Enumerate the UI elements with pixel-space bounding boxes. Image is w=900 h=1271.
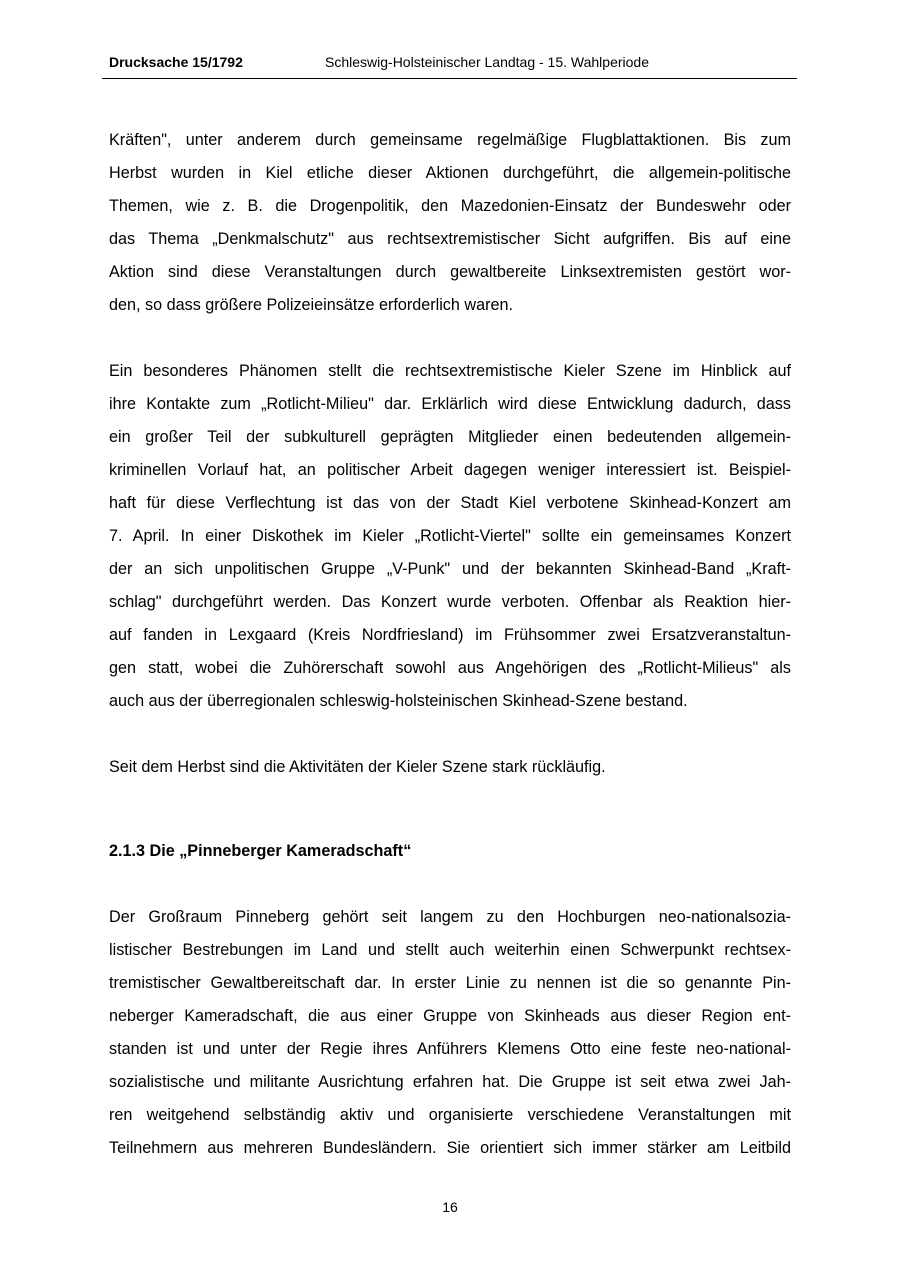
- header-title: Schleswig-Holsteinischer Landtag - 15. Wahlperiode: [325, 54, 649, 70]
- text-line: Aktion sind diese Veranstaltungen durch gewaltbereite Linksextremisten gestört wor-: [109, 263, 791, 281]
- text-line: tremistischer Gewaltbereitschaft dar. In erster Linie zu nennen ist die so genannte Pin-: [109, 974, 791, 992]
- text-line: Themen, wie z. B. die Drogenpolitik, den Mazedonien-Einsatz der Bundeswehr oder: [109, 197, 791, 215]
- paragraph-2: [109, 355, 791, 718]
- text-line: das Thema „Denkmalschutz" aus rechtsextremistischer Sicht aufgriffen. Bis auf eine: [109, 230, 791, 248]
- text-line: schlag" durchgeführt werden. Das Konzert wurde verboten. Offenbar als Reaktion hier-: [109, 593, 791, 611]
- text-line: ihre Kontakte zum „Rotlicht-Milieu" dar. Erklärlich wird diese Entwicklung dadurch, dass: [109, 395, 791, 413]
- text-line: ein großer Teil der subkulturell geprägten Mitglieder einen bedeutenden allgemein-: [109, 428, 791, 446]
- text-line: Seit dem Herbst sind die Aktivitäten der Kieler Szene stark rückläufig.: [109, 758, 606, 776]
- text-line: gen statt, wobei die Zuhörerschaft sowohl aus Angehörigen des „Rotlicht-Milieus" als: [109, 659, 791, 677]
- paragraph-1: [109, 124, 791, 322]
- paragraph-3: [109, 751, 791, 784]
- section-heading: 2.1.3 Die „Pinneberger Kameradschaft“: [109, 842, 412, 860]
- text-line: Ein besonderes Phänomen stellt die rechtsextremistische Kieler Szene im Hinblick auf: [109, 362, 791, 380]
- text-line: haft für diese Verflechtung ist das von der Stadt Kiel verbotene Skinhead-Konzert am: [109, 494, 791, 512]
- document-body: [109, 124, 791, 1165]
- text-line: auch aus der überregionalen schleswig-holsteinischen Skinhead-Szene bestand.: [109, 692, 688, 710]
- text-line: standen ist und unter der Regie ihres Anführers Klemens Otto eine feste neo-national-: [109, 1040, 791, 1058]
- text-line: kriminellen Vorlauf hat, an politischer Arbeit dagegen weniger interessiert ist. Beispiel-: [109, 461, 791, 479]
- page-number: 16: [442, 1199, 458, 1215]
- page-header: [102, 52, 797, 79]
- text-line: neberger Kameradschaft, die aus einer Gruppe von Skinheads aus dieser Region ent-: [109, 1007, 791, 1025]
- text-line: 7. April. In einer Diskothek im Kieler „Rotlicht-Viertel" sollte ein gemeinsames Konzert: [109, 527, 791, 545]
- document-number: Drucksache 15/1792: [109, 54, 243, 70]
- text-line: den, so dass größere Polizeieinsätze erforderlich waren.: [109, 296, 513, 314]
- text-line: listischer Bestrebungen im Land und stellt auch weiterhin einen Schwerpunkt rechtsex-: [109, 941, 791, 959]
- text-line: Kräften", unter anderem durch gemeinsame regelmäßige Flugblattaktionen. Bis zum: [109, 131, 791, 149]
- paragraph-4: [109, 901, 791, 1165]
- text-line: Herbst wurden in Kiel etliche dieser Aktionen durchgeführt, die allgemein-politische: [109, 164, 791, 182]
- text-line: Teilnehmern aus mehreren Bundesländern. Sie orientiert sich immer stärker am Leitbild: [109, 1139, 791, 1157]
- text-line: ren weitgehend selbständig aktiv und organisierte verschiedene Veranstaltungen mit: [109, 1106, 791, 1124]
- text-line: sozialistische und militante Ausrichtung erfahren hat. Die Gruppe ist seit etwa zwei Jah-: [109, 1073, 791, 1091]
- text-line: Der Großraum Pinneberg gehört seit langem zu den Hochburgen neo-nationalsozia-: [109, 908, 791, 926]
- text-line: der an sich unpolitischen Gruppe „V-Punk" und der bekannten Skinhead-Band „Kraft-: [109, 560, 791, 578]
- text-line: auf fanden in Lexgaard (Kreis Nordfriesland) im Frühsommer zwei Ersatzveranstaltun-: [109, 626, 791, 644]
